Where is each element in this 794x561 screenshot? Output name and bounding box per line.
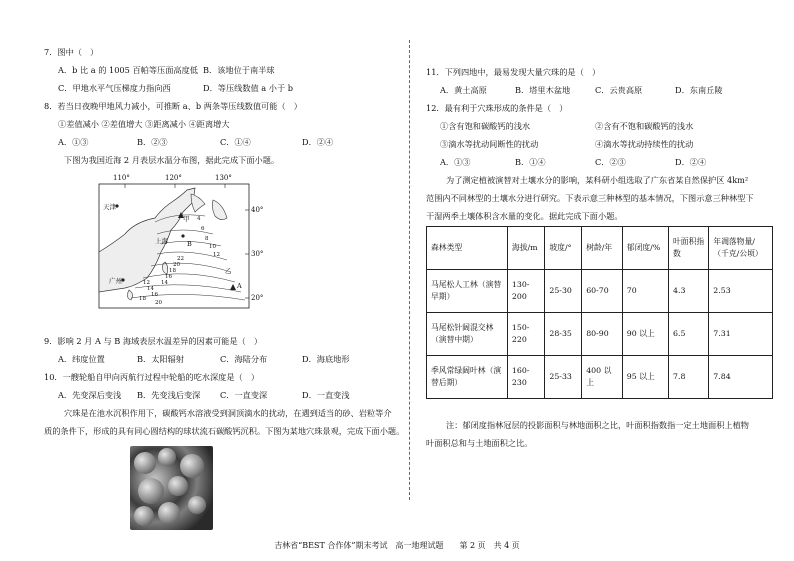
table-cell: 2.53 bbox=[709, 270, 773, 313]
table-cell: 4.3 bbox=[669, 270, 709, 313]
city-tianjin: 天津 bbox=[103, 203, 116, 211]
q9-option-c: C．海陆分布 bbox=[220, 354, 268, 364]
table-cell: 130-200 bbox=[507, 270, 544, 313]
table-header: 年凋落物量/（千克/公顷） bbox=[709, 227, 773, 270]
cave-pearl-photo bbox=[130, 446, 213, 530]
lon-120: 120° bbox=[165, 174, 182, 182]
q12-choice-4: ④滴水等扰动持续性的扰动 bbox=[595, 139, 694, 149]
question-10-stem: 10．一艘轮船自甲向丙航行过程中轮船的吃水深度是（ ） bbox=[44, 372, 260, 382]
place-yi: 乙 bbox=[225, 267, 232, 275]
table-header: 森林类型 bbox=[427, 227, 508, 270]
table-cell: 7.84 bbox=[709, 356, 773, 399]
q8-choices: ①差值减小 ②差值增大 ③距离减小 ④距离增大 bbox=[58, 119, 230, 129]
isotherm-label: 22 bbox=[177, 256, 184, 262]
question-9-stem: 9．影响 2 月 A 与 B 海域表层水温差异的因素可能是（ ） bbox=[44, 336, 263, 346]
page-footer: 吉林省“BEST 合作体”期末考试 高一地理试题 第 2 页 共 4 页 bbox=[274, 541, 520, 550]
map-intro: 下图为我国近海 2 月表层水温分布图，据此完成下面小题。 bbox=[64, 155, 280, 165]
q11-option-a: A．黄土高原 bbox=[440, 85, 487, 95]
isotherm-label: 18 bbox=[169, 268, 176, 274]
table-cell: 160-230 bbox=[507, 356, 544, 399]
cave-pearl-intro-line2: 质的条件下，形成的具有同心圆结构的球状流石碳酸钙沉积。下图为某地穴珠景观，完成下面小题。 bbox=[44, 426, 405, 436]
isotherm-label: 20 bbox=[155, 300, 162, 306]
table-cell: 80-90 bbox=[582, 313, 623, 356]
isotherm-label: 14 bbox=[161, 280, 168, 286]
q10-option-d: D．一直变浅 bbox=[302, 390, 350, 400]
table-cell: 95 以上 bbox=[622, 356, 668, 399]
q11-option-b: B．塔里木盆地 bbox=[515, 85, 571, 95]
isotherm-label: 4 bbox=[197, 216, 201, 222]
forest-type-table bbox=[426, 226, 773, 399]
q9-option-d: D．海底地形 bbox=[302, 354, 350, 364]
isotherm-label: 10 bbox=[209, 244, 216, 250]
isotherm-label: 12 bbox=[213, 252, 220, 258]
table-note-line1: 注：郁闭度指林冠层的投影面积与林地面积之比，叶面积指数指一定土地面积上植物 bbox=[446, 420, 749, 430]
lat-40: 40° bbox=[251, 206, 264, 214]
question-8-stem: 8．若当日夜晚甲地风力减小，可推断 a、b 两条等压线数值可能（ ） bbox=[44, 101, 302, 111]
table-row bbox=[427, 356, 773, 399]
table-header: 郁闭度/% bbox=[622, 227, 668, 270]
q7-option-c: C．甲地水平气压梯度力指向西 bbox=[58, 83, 171, 93]
q8-option-c: C．①④ bbox=[220, 137, 251, 147]
lat-20: 20° bbox=[251, 294, 264, 302]
sea-temperature-map bbox=[95, 174, 265, 312]
lon-110: 110° bbox=[113, 174, 130, 182]
q7-option-a: A．b 比 a 的 1005 百帕等压面高度低 bbox=[58, 65, 198, 75]
table-cell: 28-35 bbox=[545, 313, 582, 356]
map-svg bbox=[95, 182, 265, 312]
table-cell: 400 以上 bbox=[582, 356, 623, 399]
table-cell: 25-30 bbox=[545, 270, 582, 313]
q8-option-b: B．②③ bbox=[137, 137, 168, 147]
q11-option-c: C．云贵高原 bbox=[595, 85, 643, 95]
isotherm-label: 16 bbox=[165, 274, 172, 280]
table-cell: 7.8 bbox=[669, 356, 709, 399]
table-cell: 90 以上 bbox=[622, 313, 668, 356]
table-cell: 马尾松人工林（演替早期） bbox=[427, 270, 508, 313]
q12-option-b: B．①④ bbox=[515, 157, 546, 167]
table-cell: 季风常绿阔叶林（演替后期） bbox=[427, 356, 508, 399]
table-cell: 25-33 bbox=[545, 356, 582, 399]
q12-option-a: A．①③ bbox=[440, 157, 471, 167]
q8-option-d: D．②④ bbox=[302, 137, 334, 147]
question-12-stem: 12．最有利于穴珠形成的条件是（ ） bbox=[426, 103, 568, 113]
q10-option-a: A．先变深后变浅 bbox=[58, 390, 122, 400]
table-header-row bbox=[427, 227, 773, 270]
table-cell: 7.31 bbox=[709, 313, 773, 356]
isotherm-label: 20 bbox=[173, 262, 180, 268]
q11-option-d: D．东南丘陵 bbox=[675, 85, 723, 95]
q12-option-c: C．②③ bbox=[595, 157, 626, 167]
q9-option-b: B．太阳辐射 bbox=[137, 354, 184, 364]
q12-choice-1: ①含有饱和碳酸钙的浅水 bbox=[440, 121, 531, 131]
question-7-stem: 7．图中（ ） bbox=[44, 47, 99, 57]
question-11-stem: 11．下列四地中，最易发现大量穴珠的是（ ） bbox=[426, 67, 601, 77]
table-note-line2: 叶面积总和与土地面积之比。 bbox=[426, 438, 533, 448]
q12-option-d: D．②④ bbox=[675, 157, 707, 167]
table-cell: 70 bbox=[622, 270, 668, 313]
table-header: 叶面积指数 bbox=[669, 227, 709, 270]
point-a: A bbox=[237, 282, 242, 290]
forest-intro-line1: 为了测定植被演替对土壤水分的影响，某科研小组选取了广东省某自然保护区 4km² bbox=[446, 175, 749, 185]
isotherm-label: 6 bbox=[201, 226, 205, 232]
q12-choice-3: ③滴水等扰动间断性的扰动 bbox=[440, 139, 539, 149]
place-jia: 甲 bbox=[183, 215, 190, 223]
isotherm-label: 16 bbox=[151, 292, 158, 298]
lon-130: 130° bbox=[215, 174, 232, 182]
table-cell: 60-70 bbox=[582, 270, 623, 313]
table-header: 树龄/年 bbox=[582, 227, 623, 270]
point-b: B bbox=[187, 240, 192, 248]
table-cell: 马尾松针阔混交林（演替中期） bbox=[427, 313, 508, 356]
q10-option-b: B．先变浅后变深 bbox=[137, 390, 201, 400]
cave-pearl-intro-line1: 穴珠是在池水沉积作用下，碳酸钙水溶液受到洞顶滴水的扰动，在遇到适当的砂、岩粒等介 bbox=[64, 408, 392, 418]
q9-option-a: A．纬度位置 bbox=[58, 354, 105, 364]
isotherm-label: 12 bbox=[143, 280, 150, 286]
city-shanghai: 上海 bbox=[155, 237, 168, 245]
forest-intro-line3: 干湿两季土壤体积含水量的变化。据此完成下面小题。 bbox=[426, 211, 623, 221]
forest-intro-line2: 范围内不同林型的土壤水分进行研究。下表示意三种林型的基本情况，下图示意三种林型下 bbox=[426, 193, 754, 203]
column-divider bbox=[409, 40, 410, 500]
isotherm-label: 8 bbox=[205, 236, 209, 242]
table-header: 坡度/° bbox=[545, 227, 582, 270]
table-cell: 6.5 bbox=[669, 313, 709, 356]
table-row bbox=[427, 270, 773, 313]
q8-option-a: A．①③ bbox=[58, 137, 89, 147]
isotherm-label: 18 bbox=[139, 296, 146, 302]
lat-30: 30° bbox=[251, 250, 264, 258]
q12-choice-2: ②含有不饱和碳酸钙的浅水 bbox=[595, 121, 694, 131]
table-cell: 150-220 bbox=[507, 313, 544, 356]
q7-option-d: D．等压线数值 a 小于 b bbox=[203, 83, 293, 93]
isotherm-label: 14 bbox=[147, 286, 154, 292]
table-header: 海拔/m bbox=[507, 227, 544, 270]
table-row bbox=[427, 313, 773, 356]
q7-option-b: B．该地位于南半球 bbox=[203, 65, 275, 75]
city-guangzhou: 广州 bbox=[109, 277, 122, 285]
q10-option-c: C．一直变深 bbox=[220, 390, 268, 400]
